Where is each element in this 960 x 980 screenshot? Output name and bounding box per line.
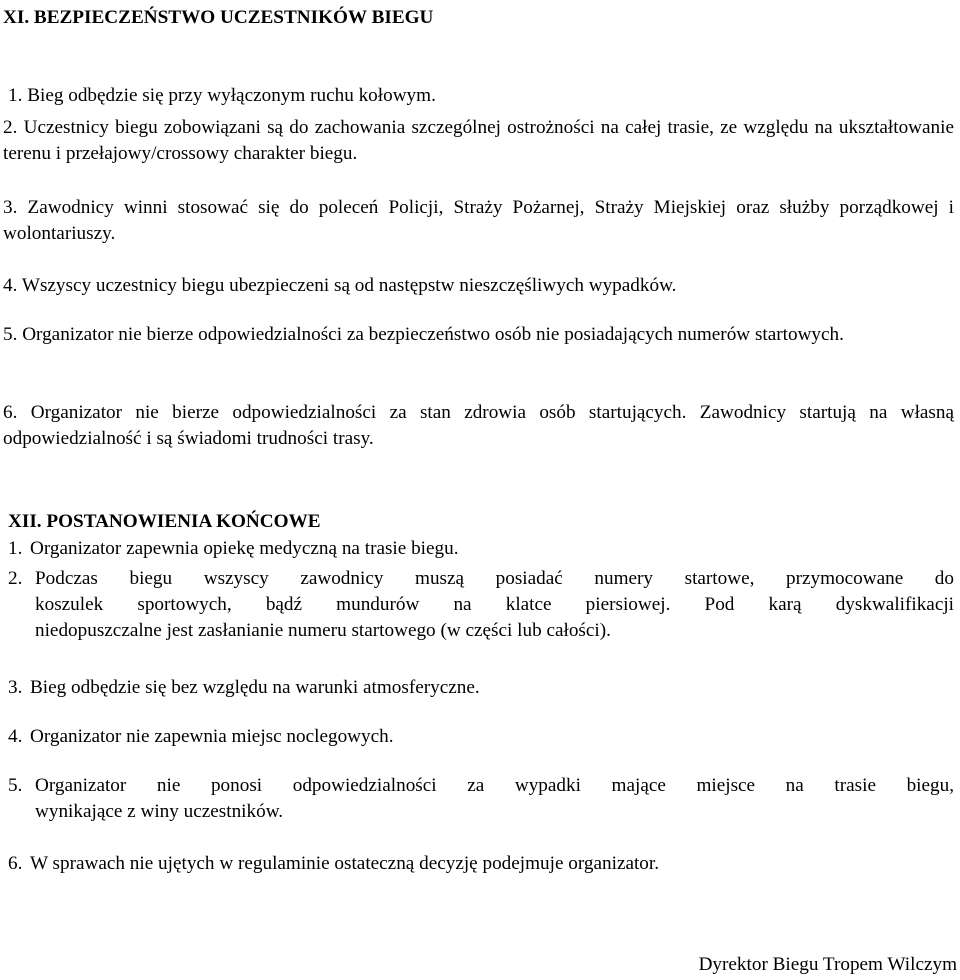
section-11-item-1: 1. Bieg odbędzie się przy wyłączonym ruchu kołowym. (8, 85, 436, 106)
item-text: Bieg odbędzie się bez względu na warunki atmosferyczne. (30, 677, 480, 698)
section-11-heading: XI. BEZPIECZEŃSTWO UCZESTNIKÓW BIEGU (3, 7, 434, 28)
item-text-line: Podczas biegu wszyscy zawodnicy muszą posiadać numery startowe, przymocowane do (35, 568, 954, 589)
item-number: 4. (8, 726, 23, 747)
signature: Dyrektor Biegu Tropem Wilczym (698, 954, 957, 975)
item-text-line: koszulek sportowych, bądź mundurów na klatce piersiowej. Pod karą dyskwalifikacji (35, 594, 954, 615)
section-11-item-2: 2. Uczestnicy biegu zobowiązani są do zachowania szczególnej ostrożności na całej trasie, ze względu na ukształtowanie terenu i przełajowy/crossowy charakter biegu. (3, 117, 954, 164)
item-text-line: niedopuszczalne jest zasłanianie numeru startowego (w części lub całości). (35, 620, 611, 641)
section-12-heading: XII. POSTANOWIENIA KOŃCOWE (8, 511, 321, 532)
item-text-line: wynikające z winy uczestników. (35, 801, 284, 822)
section-11-item-4: 4. Wszyscy uczestnicy biegu ubezpieczeni są od następstw nieszczęśliwych wypadków. (3, 275, 677, 296)
item-number: 6. (8, 853, 23, 874)
item-number: 5. (8, 775, 23, 796)
item-number: 3. (8, 677, 23, 698)
item-text: Organizator zapewnia opiekę medyczną na trasie biegu. (30, 538, 459, 559)
item-text-line: Organizator nie ponosi odpowiedzialności za wypadki mające miejsce na trasie biegu, (35, 775, 954, 796)
item-number: 2. (8, 568, 23, 589)
section-11-item-6: 6. Organizator nie bierze odpowiedzialności za stan zdrowia osób startujących. Zawodnicy startują na własną odpowiedzialność i są świadomi trudności trasy. (3, 402, 954, 449)
section-11-item-3: 3. Zawodnicy winni stosować się do poleceń Policji, Straży Pożarnej, Straży Miejskiej oraz służby porządkowej i wolontariuszy. (3, 197, 954, 244)
item-text: W sprawach nie ujętych w regulaminie ostateczną decyzję podejmuje organizator. (30, 853, 660, 874)
section-11-item-5: 5. Organizator nie bierze odpowiedzialności za bezpieczeństwo osób nie posiadających numerów startowych. (3, 324, 844, 345)
item-number: 1. (8, 538, 23, 559)
item-text: Organizator nie zapewnia miejsc noclegowych. (30, 726, 394, 747)
